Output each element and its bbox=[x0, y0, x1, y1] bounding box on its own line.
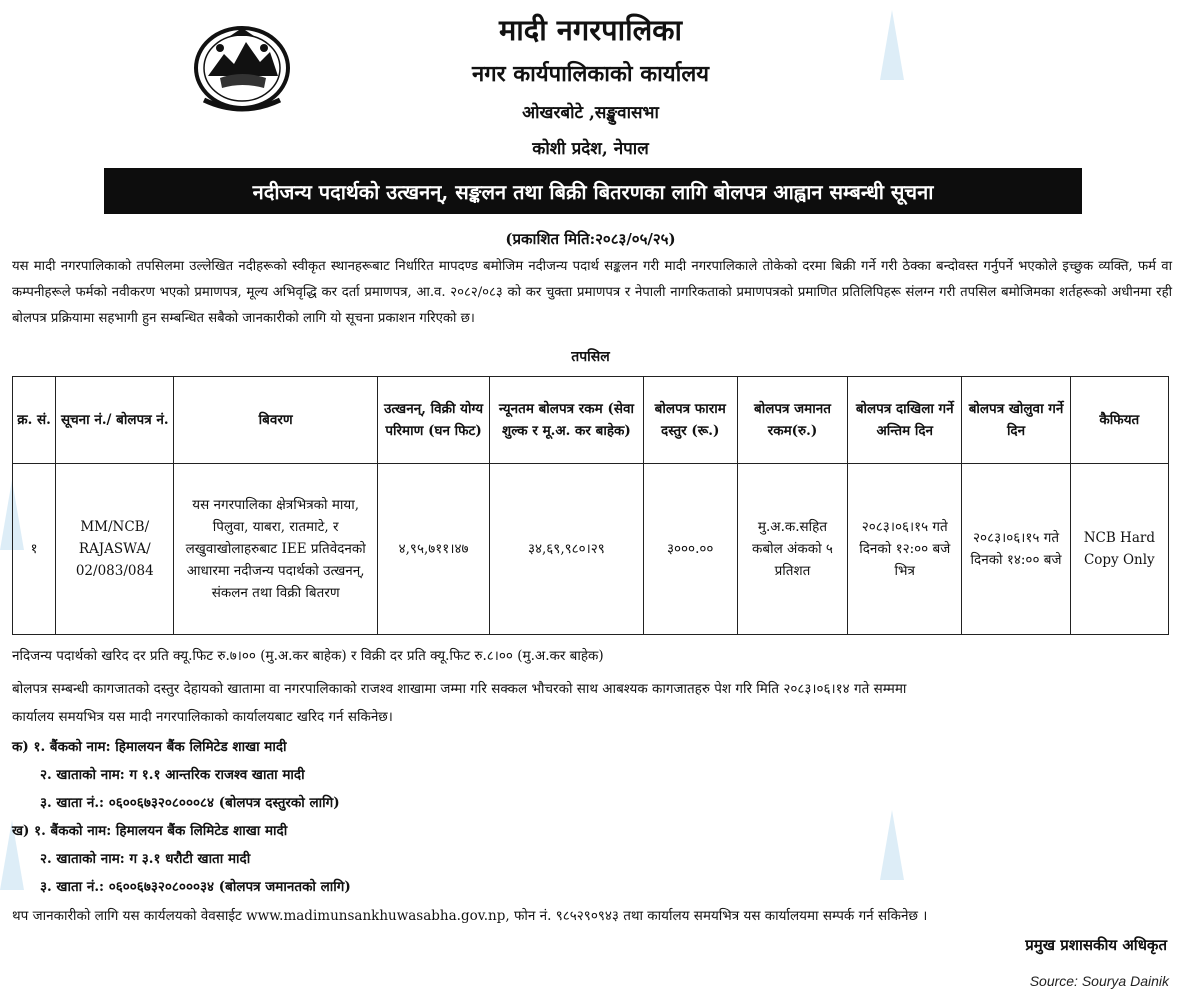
bank-b-name: ख) १. बैंकको नाम: हिमालयन बैंक लिमिटेड शाखा मादी bbox=[12, 823, 288, 839]
bank-a-account-no: ३. खाता नं.: ०६००६७३२०८०००८४ (बोलपत्र दस्तुरको लागि) bbox=[40, 795, 340, 811]
cell-notice-no: MM/NCB/ RAJASWA/ 02/083/084 bbox=[56, 464, 174, 635]
col-header-notice-no: सूचना नं./ बोलपत्र नं. bbox=[56, 377, 174, 464]
watermark-shape bbox=[880, 810, 904, 880]
bank-a-name: क) १. बैंकको नाम: हिमालयन बैंक लिमिटेड शाखा मादी bbox=[12, 739, 287, 755]
document-fee-note-cont: कार्यालय समयभित्र यस मादी नगरपालिकाको कार्यालयबाट खरिद गर्न सकिनेछ। bbox=[12, 709, 393, 725]
bank-a-account-name: २. खाताको नाम: ग १.१ आन्तरिक राजश्व खाता मादी bbox=[40, 767, 305, 783]
cell-description: यस नगरपालिका क्षेत्रभित्रको माया, पिलुवा, याबरा, रातमाटे, र लखुवाखोलाहरुबाट IEE प्रतिवेदनको आधारमा नदीजन्य पदार्थको उत्खनन्, संकलन तथा विक्री बितरण bbox=[174, 464, 378, 635]
cell-sn: १ bbox=[13, 464, 56, 635]
rate-note: नदिजन्य पदार्थको खरिद दर प्रति क्यू.फिट रु.७।०० (मु.अ.कर बाहेक) र विक्री दर प्रति क्यू.फिट रु.८।०० (मु.अ.कर बाहेक) bbox=[12, 648, 604, 664]
cell-remarks: NCB Hard Copy Only bbox=[1070, 464, 1168, 635]
office-name: नगर कार्यपालिकाको कार्यालय bbox=[472, 61, 709, 87]
cell-form-fee: ३०००.०० bbox=[643, 464, 737, 635]
document-fee-note: बोलपत्र सम्बन्धी कागजातको दस्तुर देहायको खातामा वा नगरपालिकाको राजश्व शाखामा जम्मा गरि सक्कल भौचरको साथ आबश्यक कागजातहरु पेश गरि मिति २०८३।०६।१४ गते सम्ममा bbox=[12, 681, 907, 697]
col-header-description: बिवरण bbox=[174, 377, 378, 464]
table-header-row bbox=[13, 377, 1169, 464]
bank-b-account-no: ३. खाता नं.: ०६००६७३२०८०००३४ (बोलपत्र जमानतको लागि) bbox=[40, 879, 351, 895]
source-credit: Source: Sourya Dainik bbox=[1029, 973, 1169, 989]
municipality-name: मादी नगरपालिका bbox=[498, 13, 683, 47]
table-row bbox=[13, 464, 1169, 635]
tender-table bbox=[12, 376, 1169, 635]
col-header-sn: क्र. सं. bbox=[13, 377, 56, 464]
signature-designation: प्रमुख प्रशासकीय अधिकृत bbox=[1025, 936, 1167, 954]
col-header-submission-deadline: बोलपत्र दाखिला गर्ने अन्तिम दिन bbox=[848, 377, 962, 464]
cell-bid-security: मु.अ.क.सहित कबोल अंकको ५ प्रतिशत bbox=[737, 464, 847, 635]
intro-paragraph: यस मादी नगरपालिकाको तपसिलमा उल्लेखित नदीहरूको स्वीकृत स्थानहरूबाट निर्धारित मापदण्ड बमोजिम नदीजन्य पदार्थ सङ्कलन गरी मादी नगरपालिकाले तोकेको दरमा बिक्री गर्ने गरी ठेक्का बन्दोवस्त गर्नुपर्ने भएकोले इच्छुक व्यक्ति, फर्म वा कम्पनीहरूले फर्मको नवीकरण भएको प्रमाणपत्र, मूल्य अभिवृद्धि कर दर्ता प्रमाणपत्र, आ.व. २०८२/०८३ को कर चुक्ता प्रमाणपत्र र नेपाली नागरिकताको प्रमाणपत्रको प्रमाणित प्रतिलिपिहरू संलग्न गरी तपसिल बमोजिमका शर्तहरूको अधीनमा रही बोलपत्र प्रक्रियामा सहभागी हुन सम्बन्धित सबैको जानकारीको लागि यो सूचना प्रकाशन गरिएको छ। bbox=[12, 259, 1172, 326]
office-province: कोशी प्रदेश, नेपाल bbox=[532, 139, 649, 159]
cell-submission-deadline: २०८३।०६।१५ गते दिनको १२:०० बजे भित्र bbox=[848, 464, 962, 635]
office-address: ओखरबोटे ,सङ्खुवासभा bbox=[522, 103, 659, 123]
col-header-min-amount: न्यूनतम बोलपत्र रकम (सेवा शुल्क र मू.अ. कर बाहेक) bbox=[490, 377, 643, 464]
col-header-form-fee: बोलपत्र फाराम दस्तुर (रू.) bbox=[643, 377, 737, 464]
contact-note: थप जानकारीको लागि यस कार्यलयको वेवसाईट www.madimunsankhuwasabha.gov.np, फोन नं. ९८५२९०९४३ तथा कार्यालय समयभित्र यस कार्यालयमा सम्पर्क गर्न सकिनेछ । bbox=[12, 908, 928, 924]
notice-title: नदीजन्य पदार्थको उत्खनन्, सङ्कलन तथा बिक्री बितरणका लागि बोलपत्र आह्वान सम्बन्धी सूचना bbox=[252, 179, 934, 204]
col-header-opening-date: बोलपत्र खोलुवा गर्ने दिन bbox=[962, 377, 1070, 464]
col-header-remarks: कैफियत bbox=[1070, 377, 1168, 464]
cell-quantity: ४,९५,७११।४७ bbox=[377, 464, 489, 635]
published-date: (प्रकाशित मिति:२०८३/०५/२५) bbox=[505, 230, 676, 248]
notice-title-banner bbox=[104, 168, 1082, 214]
col-header-quantity: उत्खनन्, विक्री योग्य परिमाण (घन फिट) bbox=[377, 377, 489, 464]
bank-b-account-name: २. खाताको नाम: ग ३.१ धरौटी खाता मादी bbox=[40, 851, 251, 867]
table-heading: तपसिल bbox=[571, 349, 610, 365]
cell-min-amount: ३४,६९,९८०।२९ bbox=[490, 464, 643, 635]
cell-opening-date: २०८३।०६।१५ गते दिनको १४:०० बजे bbox=[962, 464, 1070, 635]
col-header-bid-security: बोलपत्र जमानत रकम(रु.) bbox=[737, 377, 847, 464]
